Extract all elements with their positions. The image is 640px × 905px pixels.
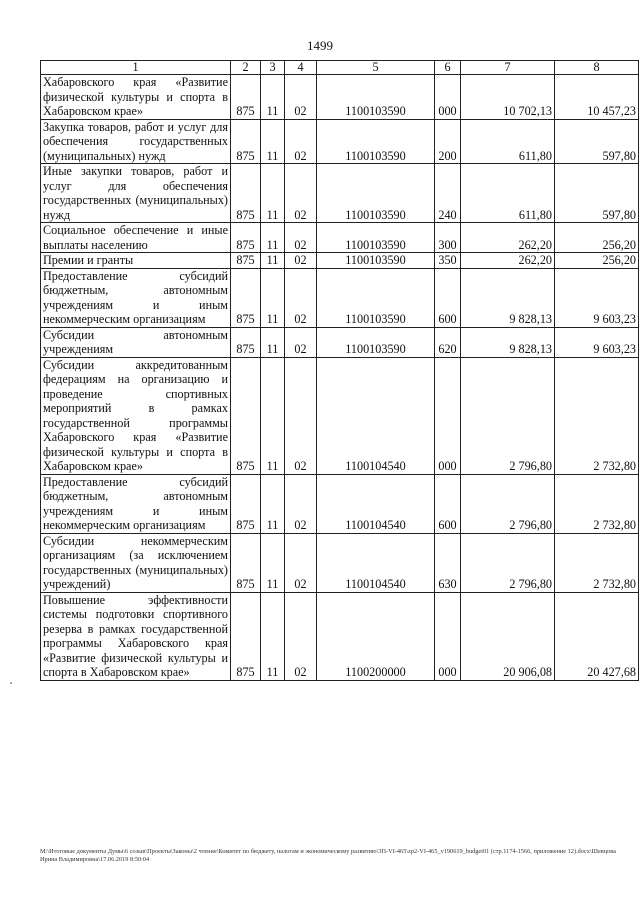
amount-year-2: 9 603,23 xyxy=(555,268,639,327)
target-item-code: 1100104540 xyxy=(317,357,435,474)
column-number: 6 xyxy=(435,61,461,75)
admin-code: 875 xyxy=(231,223,261,253)
amount-year-1: 9 828,13 xyxy=(461,327,555,357)
expense-type-code: 000 xyxy=(435,75,461,120)
amount-year-1: 2 796,80 xyxy=(461,357,555,474)
target-item-code: 1100103590 xyxy=(317,253,435,269)
amount-year-2: 20 427,68 xyxy=(555,592,639,680)
section-code: 11 xyxy=(261,223,285,253)
amount-year-1: 611,80 xyxy=(461,119,555,164)
amount-year-2: 10 457,23 xyxy=(555,75,639,120)
admin-code: 875 xyxy=(231,164,261,223)
target-item-code: 1100103590 xyxy=(317,164,435,223)
admin-code: 875 xyxy=(231,253,261,269)
section-code: 11 xyxy=(261,357,285,474)
subsection-code: 02 xyxy=(285,119,317,164)
table-row xyxy=(41,223,639,253)
table-row xyxy=(41,268,639,327)
section-code: 11 xyxy=(261,592,285,680)
table-row xyxy=(41,357,639,474)
amount-year-2: 256,20 xyxy=(555,223,639,253)
column-number: 1 xyxy=(41,61,231,75)
row-name: Субсидии некоммерческим организациям (за исключением государственных (муниципальных) учреждений) xyxy=(41,533,231,592)
target-item-code: 1100103590 xyxy=(317,223,435,253)
amount-year-1: 2 796,80 xyxy=(461,474,555,533)
target-item-code: 1100103590 xyxy=(317,119,435,164)
column-number: 4 xyxy=(285,61,317,75)
row-name: Закупка товаров, работ и услуг для обеспечения государственных (муниципальных) нужд xyxy=(41,119,231,164)
subsection-code: 02 xyxy=(285,533,317,592)
amount-year-2: 2 732,80 xyxy=(555,533,639,592)
section-code: 11 xyxy=(261,164,285,223)
expense-type-code: 000 xyxy=(435,592,461,680)
row-name: Хабаровского края «Развитие физической культуры и спорта в Хабаровском крае» xyxy=(41,75,231,120)
column-number: 3 xyxy=(261,61,285,75)
subsection-code: 02 xyxy=(285,75,317,120)
expense-type-code: 300 xyxy=(435,223,461,253)
section-code: 11 xyxy=(261,474,285,533)
column-number: 8 xyxy=(555,61,639,75)
expense-type-code: 000 xyxy=(435,357,461,474)
amount-year-1: 611,80 xyxy=(461,164,555,223)
target-item-code: 1100103590 xyxy=(317,327,435,357)
amount-year-1: 9 828,13 xyxy=(461,268,555,327)
subsection-code: 02 xyxy=(285,327,317,357)
amount-year-1: 262,20 xyxy=(461,223,555,253)
page-number: 1499 xyxy=(307,38,333,53)
budget-table xyxy=(40,60,639,681)
admin-code: 875 xyxy=(231,75,261,120)
amount-year-2: 2 732,80 xyxy=(555,357,639,474)
admin-code: 875 xyxy=(231,268,261,327)
subsection-code: 02 xyxy=(285,223,317,253)
table-row xyxy=(41,164,639,223)
row-name: Повышение эффективности системы подготовки спортивного резерва в рамках государственной программы Хабаровского края «Развитие физической культуры и спорта в Хабаровском крае» xyxy=(41,592,231,680)
amount-year-2: 597,80 xyxy=(555,119,639,164)
subsection-code: 02 xyxy=(285,164,317,223)
column-number: 7 xyxy=(461,61,555,75)
admin-code: 875 xyxy=(231,533,261,592)
admin-code: 875 xyxy=(231,119,261,164)
target-item-code: 1100103590 xyxy=(317,268,435,327)
table-row xyxy=(41,253,639,269)
file-path-footer: M:\Итоговые документы Думы\6 созыв\Проекты\Законы\2 чтение\Комитет по бюджету, налогам и экономическому развитию\3П-VI-465\zp2-VI-465_v190619_budget01 (стр.1174-1566, приложение 12).docx\Шевцова Ирина Владимировна\17.06.2019 8:50:04 xyxy=(40,848,616,863)
amount-year-2: 597,80 xyxy=(555,164,639,223)
amount-year-1: 20 906,08 xyxy=(461,592,555,680)
admin-code: 875 xyxy=(231,592,261,680)
column-number: 2 xyxy=(231,61,261,75)
expense-type-code: 600 xyxy=(435,474,461,533)
target-item-code: 1100104540 xyxy=(317,474,435,533)
amount-year-2: 9 603,23 xyxy=(555,327,639,357)
section-code: 11 xyxy=(261,119,285,164)
subsection-code: 02 xyxy=(285,268,317,327)
column-number-row xyxy=(41,61,639,75)
row-name: Предоставление субсидий бюджетным, автономным учреждениям и иным некоммерческим организациям xyxy=(41,268,231,327)
subsection-code: 02 xyxy=(285,357,317,474)
amount-year-1: 10 702,13 xyxy=(461,75,555,120)
expense-type-code: 350 xyxy=(435,253,461,269)
target-item-code: 1100104540 xyxy=(317,533,435,592)
expense-type-code: 630 xyxy=(435,533,461,592)
target-item-code: 1100200000 xyxy=(317,592,435,680)
scan-speck xyxy=(10,682,12,684)
subsection-code: 02 xyxy=(285,474,317,533)
section-code: 11 xyxy=(261,268,285,327)
admin-code: 875 xyxy=(231,474,261,533)
section-code: 11 xyxy=(261,75,285,120)
table-row xyxy=(41,119,639,164)
table-body xyxy=(41,75,639,681)
admin-code: 875 xyxy=(231,327,261,357)
row-name: Премии и гранты xyxy=(41,253,231,269)
admin-code: 875 xyxy=(231,357,261,474)
section-code: 11 xyxy=(261,533,285,592)
table-row xyxy=(41,592,639,680)
target-item-code: 1100103590 xyxy=(317,75,435,120)
amount-year-2: 256,20 xyxy=(555,253,639,269)
table-row xyxy=(41,533,639,592)
amount-year-2: 2 732,80 xyxy=(555,474,639,533)
row-name: Субсидии аккредитованным федерациям на организацию и проведение спортивных мероприятий в рамках государственной программы Хабаровского края «Развитие физической культуры и спорта в Хабаровском крае» xyxy=(41,357,231,474)
row-name: Иные закупки товаров, работ и услуг для обеспечения государственных (муниципальных) нужд xyxy=(41,164,231,223)
expense-type-code: 600 xyxy=(435,268,461,327)
section-code: 11 xyxy=(261,327,285,357)
expense-type-code: 240 xyxy=(435,164,461,223)
table-row xyxy=(41,474,639,533)
row-name: Социальное обеспечение и иные выплаты населению xyxy=(41,223,231,253)
subsection-code: 02 xyxy=(285,592,317,680)
row-name: Предоставление субсидий бюджетным, автономным учреждениям и иным некоммерческим организациям xyxy=(41,474,231,533)
section-code: 11 xyxy=(261,253,285,269)
amount-year-1: 262,20 xyxy=(461,253,555,269)
table-row xyxy=(41,327,639,357)
amount-year-1: 2 796,80 xyxy=(461,533,555,592)
subsection-code: 02 xyxy=(285,253,317,269)
expense-type-code: 620 xyxy=(435,327,461,357)
expense-type-code: 200 xyxy=(435,119,461,164)
column-number: 5 xyxy=(317,61,435,75)
row-name: Субсидии автономным учреждениям xyxy=(41,327,231,357)
table-row xyxy=(41,75,639,120)
